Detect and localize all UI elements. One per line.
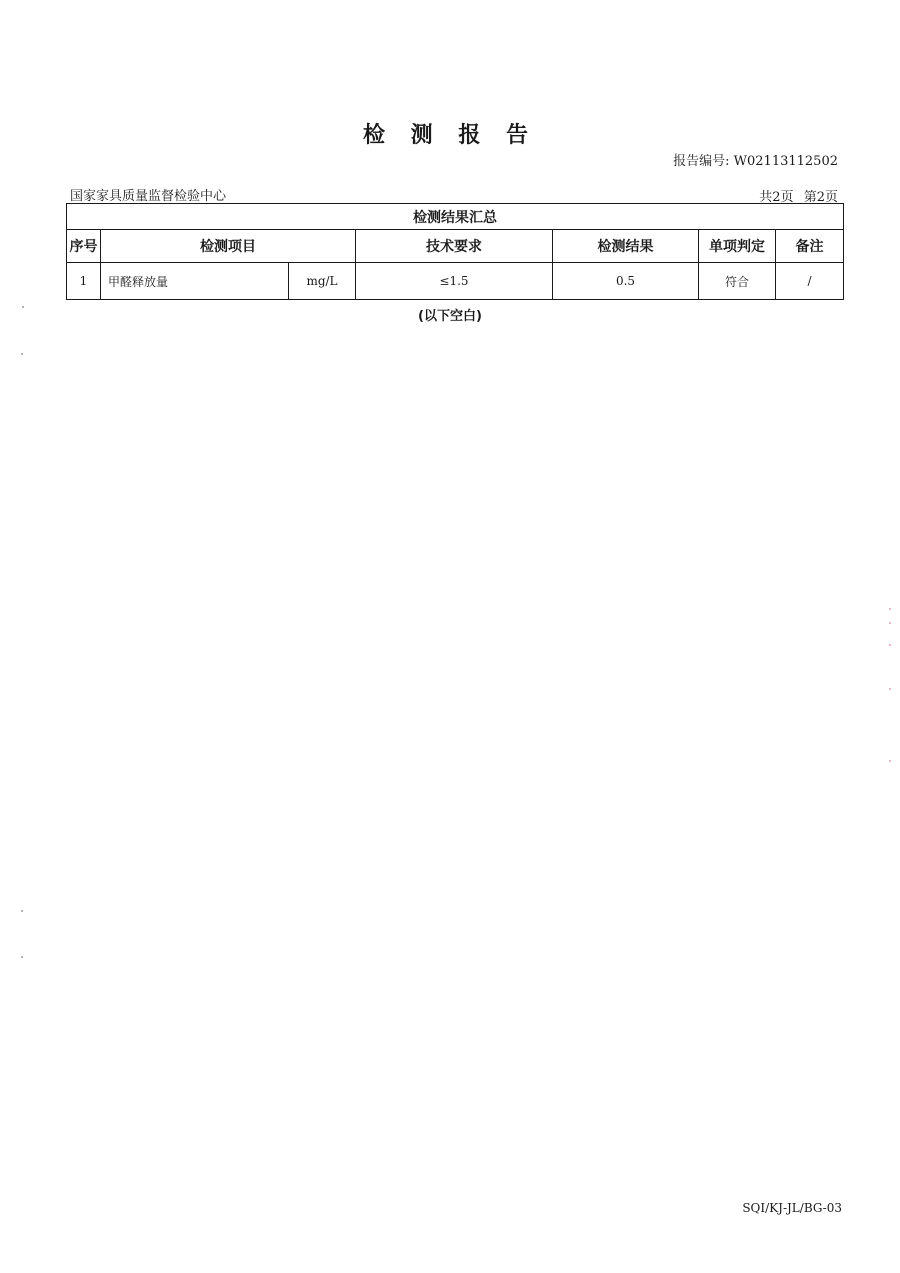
scan-speck — [889, 688, 891, 690]
blank-below-note: (以下空白) — [418, 309, 482, 324]
table-caption-row — [67, 204, 844, 230]
header-requirement: 技术要求 — [356, 230, 553, 263]
header-seq: 序号 — [67, 230, 101, 263]
scan-speck — [889, 608, 891, 610]
table-caption: 检测结果汇总 — [67, 204, 844, 230]
header-remarks: 备注 — [776, 230, 844, 263]
organization-name: 国家家具质量监督检验中心 — [70, 189, 227, 204]
table-row — [67, 263, 844, 300]
scan-speck — [21, 910, 23, 912]
cell-requirement: ≤1.5 — [356, 263, 553, 300]
report-title: 检 测 报 告 — [363, 123, 537, 148]
report-number-value: W02113112502 — [733, 154, 838, 169]
header-judgement: 单项判定 — [699, 230, 776, 263]
scan-speck — [21, 353, 23, 355]
results-summary-table — [66, 203, 844, 300]
report-number-label: 报告编号: — [673, 154, 730, 169]
header-item: 检测项目 — [101, 230, 356, 263]
table-header-row — [67, 230, 844, 263]
report-number — [673, 150, 838, 169]
cell-item: 甲醛释放量 — [101, 263, 289, 300]
cell-judgement: 符合 — [699, 263, 776, 300]
page-current: 第2页 — [803, 190, 838, 205]
scan-speck — [889, 644, 891, 646]
page-total: 共2页 — [759, 190, 794, 205]
header-result: 检测结果 — [553, 230, 699, 263]
cell-remarks: / — [776, 263, 844, 300]
cell-unit: mg/L — [289, 263, 356, 300]
scan-speck — [22, 306, 24, 308]
scan-speck — [889, 760, 891, 762]
form-code: SQI/KJ-JL/BG-03 — [742, 1201, 842, 1215]
cell-result: 0.5 — [553, 263, 699, 300]
scan-speck — [21, 956, 23, 958]
scan-speck — [889, 622, 891, 624]
cell-seq: 1 — [67, 263, 101, 300]
